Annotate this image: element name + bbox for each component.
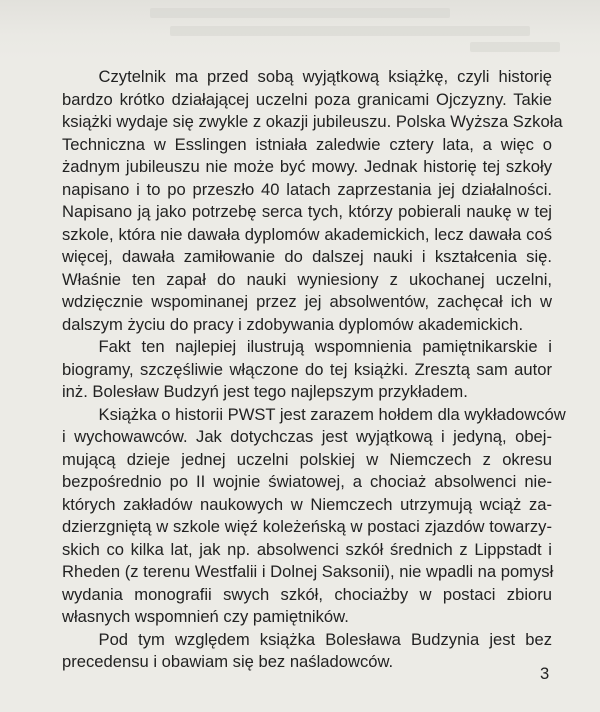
text-line: Techniczna w Esslingen istniała zaledwie cztery lata, a więc o [62, 134, 552, 154]
text-line: których zakładów naukowych w Niemczech utrzymują wciąż za- [62, 494, 552, 514]
text-line: wydania monografii swych szkół, chociażby w postaci zbioru [62, 584, 552, 604]
text-line: mującą dzieje jednej uczelni polskiej w Niemczech z okresu [62, 449, 552, 469]
page-body [62, 66, 566, 674]
text-line: skich co kilka lat, jak np. absolwenci szkół średnich z Lippstadt i [62, 539, 552, 559]
text-line: żadnym jubileuszu nie może być mowy. Jednak historię tej szkoły [62, 157, 552, 176]
text-line: napisano i to po przeszło 40 latach zaprzestania jej działalności. [62, 179, 552, 199]
text-line: więcej, dawała zamiłowanie do dalszej nauki i kształcenia się. [62, 247, 552, 266]
text-line: wdzięcznie wspominanej przez jej absolwentów, zachęcał ich w [62, 292, 552, 311]
text-line: Książka o historii PWST jest zarazem hołdem dla wykładowców [98, 404, 566, 424]
text-line: Rheden (z terenu Westfalii i Dolnej Saksonii), nie wpadli na pomysł [62, 562, 554, 581]
text-line: Właśnie ten zapał do nauki wyniesiony z ukochanej uczelni, [62, 269, 552, 289]
text-line: szkole, która nie dawała dyplomów akademickich, lecz dawała coś [62, 224, 552, 244]
text-line: dalszym życiu do pracy i zdobywania dyplomów akademickich. [62, 314, 524, 334]
text-line: książki wydaje się zwykle z okazji jubileuszu. Polska Wyższa Szkoła [62, 112, 563, 131]
text-line: własnych wspomnień czy pamiętników. [62, 607, 349, 626]
text-line: dzierzgniętą w szkole więź koleżeńską w postaci zjazdów towarzy- [62, 517, 552, 536]
text-line: precedensu i obawiam się bez naśladowców. [62, 652, 394, 671]
text-line: bardzo krótko działającej uczelni poza granicami Ojczyzny. Takie [62, 89, 552, 109]
text-line: inż. Bolesław Budzyń jest tego najlepszym przykładem. [62, 382, 468, 401]
previous-page-bleed-through [0, 0, 600, 60]
text-line: i wychowawców. Jak dotychczas jest wyjątkową i jedyną, obej- [62, 427, 552, 446]
text-line: bezpośrednio po II wojnie światowej, a chociaż absolwenci nie- [62, 472, 552, 491]
text-line: Napisano ją jako potrzebę serca tych, którzy pobierali naukę w tej [62, 202, 552, 221]
page-number: 3 [540, 664, 550, 683]
text-line: biogramy, szczęśliwie włączone do tej książki. Zresztą sam autor [62, 359, 552, 379]
text-line: Fakt ten najlepiej ilustrują wspomnienia pamiętnikarskie i [98, 337, 552, 356]
text-line: Czytelnik ma przed sobą wyjątkową książkę, czyli historię [98, 67, 552, 86]
text-line: Pod tym względem książka Bolesława Budzynia jest bez [98, 629, 552, 649]
